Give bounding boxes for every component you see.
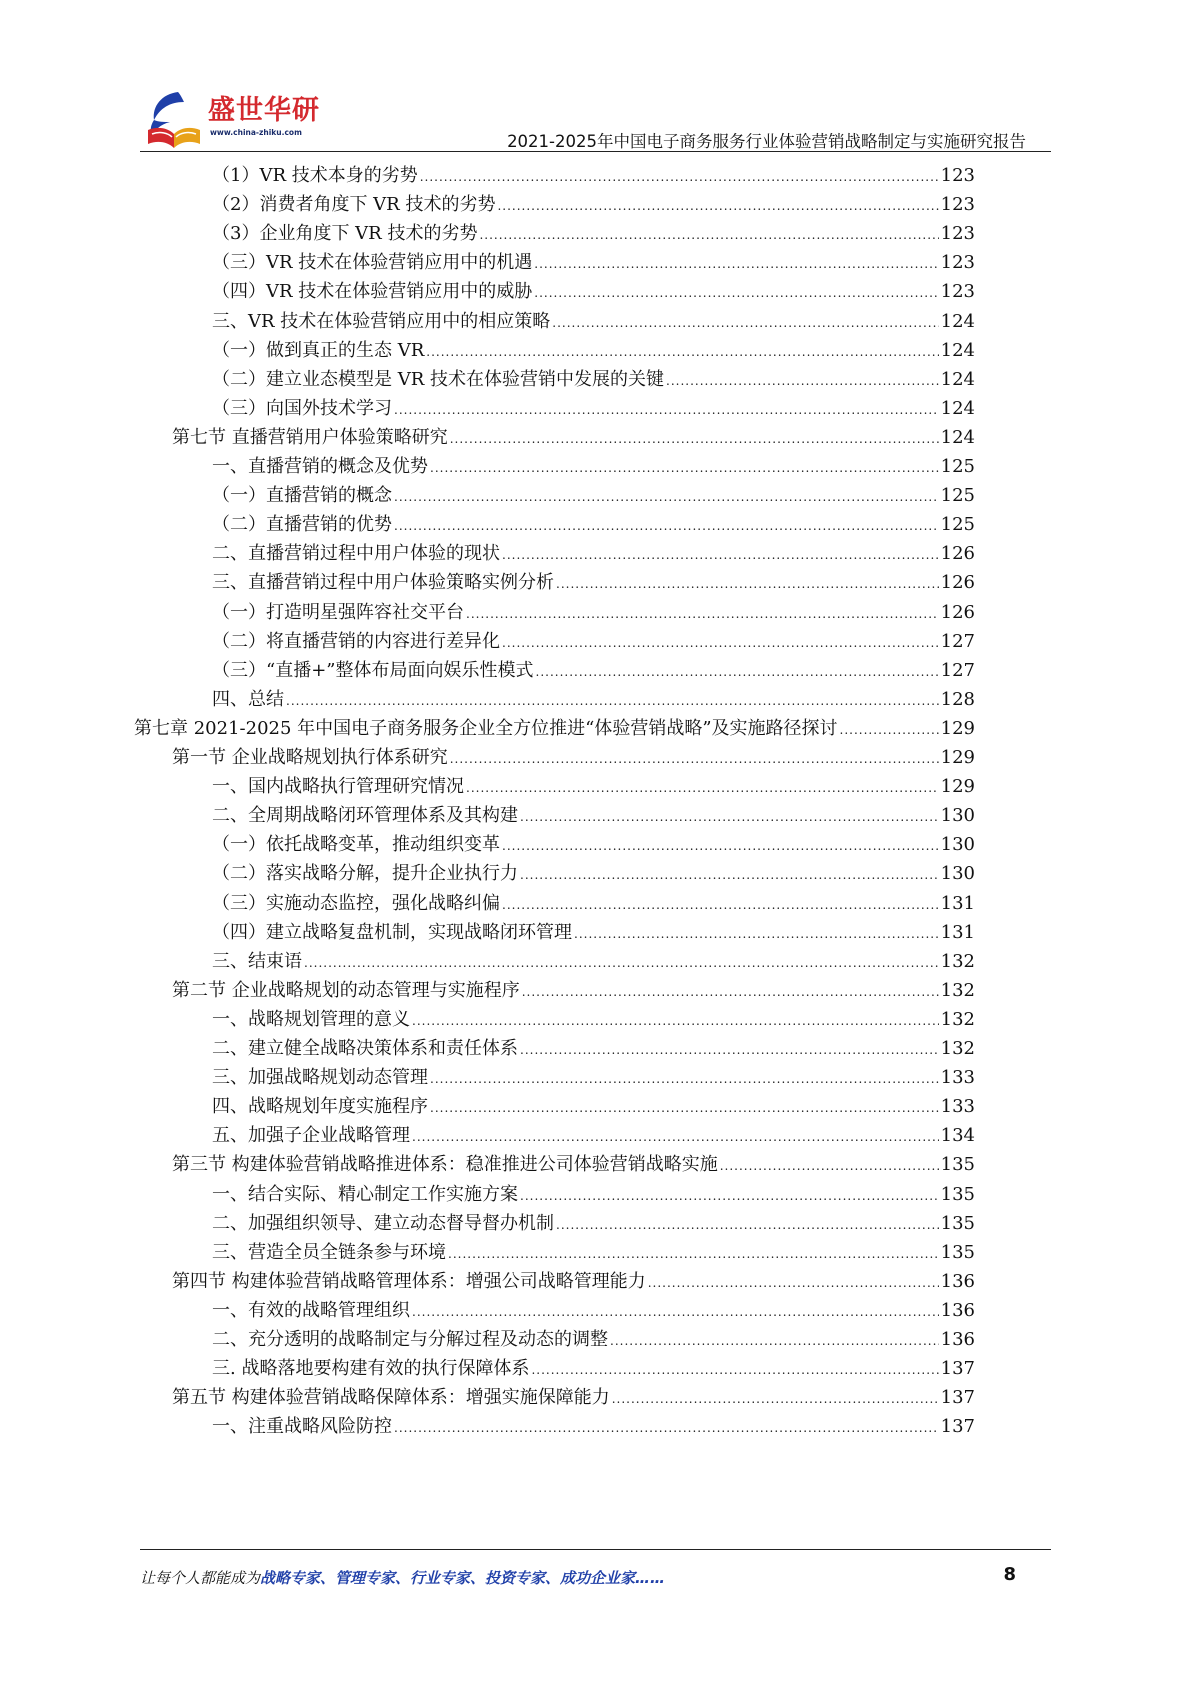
toc-entry-page: 125 [940,485,975,507]
toc-entry-title: （一）打造明星强阵容社交平台 [212,601,464,623]
toc-entry-page: 129 [940,776,975,798]
toc-entry-page: 136 [940,1270,975,1292]
toc-entry-title: （三）实施动态监控，强化战略纠偏 [212,892,500,914]
toc-entry-title: 三. 战略落地要构建有效的执行保障体系 [212,1358,530,1380]
toc-entry[interactable] [212,1033,975,1064]
toc-entry-title: 一、直播营销的概念及优势 [212,456,428,477]
toc-entry-page: 131 [940,921,975,943]
toc-entry[interactable] [212,480,975,511]
toc-entry-title: （2）消费者角度下 VR 技术的劣势 [212,194,496,216]
toc-entry-title: （二）落实战略分解，提升企业执行力 [212,863,518,885]
toc-entry-page: 135 [940,1183,975,1205]
toc-entry[interactable] [212,626,975,657]
toc-entry-page: 137 [940,1416,975,1438]
toc-entry[interactable] [212,1091,975,1122]
toc-entry-page: 129 [940,717,975,739]
toc-entry-title: 第五节 构建体验营销战略保障体系：增强实施保障能力 [172,1387,610,1409]
toc-entry-title: （四）VR 技术在体验营销应用中的威胁 [212,281,533,303]
toc-entry-page: 130 [940,834,975,856]
toc-entry-page: 123 [940,281,975,303]
toc-entry[interactable] [212,451,975,482]
footer-divider [140,1549,1051,1550]
toc-entry[interactable] [212,509,975,540]
toc-entry-page: 131 [940,892,975,914]
header-divider [140,151,1051,152]
toc-entry-title: （三）“直播+”整体布局面向娱乐性模式 [212,659,534,681]
toc-entry[interactable] [212,218,975,249]
toc-entry[interactable] [172,422,975,453]
toc-entry[interactable] [172,1266,975,1297]
toc-entry-title: （三）VR 技术在体验营销应用中的机遇 [212,252,533,274]
toc-entry-page: 137 [940,1358,975,1380]
toc-entry-page: 130 [940,863,975,885]
toc-entry-title: 四、战略规划年度实施程序 [212,1096,428,1118]
report-title: 2021-2025年中国电子商务服务行业体验营销战略制定与实施研究报告 [507,132,1026,151]
toc-entry[interactable] [172,975,975,1006]
toc-entry-page: 135 [940,1241,975,1263]
toc-entry-page: 126 [940,572,975,594]
toc-entry-page: 123 [940,223,975,245]
toc-entry-title: 三、营造全员全链条参与环境 [212,1241,446,1263]
toc-entry[interactable] [212,1004,975,1035]
toc-entry-page: 132 [940,979,975,1001]
toc-entry[interactable] [212,1120,975,1151]
toc-entry-title: 第七章 2021-2025 年中国电子商务服务企业全方位推进“体验营销战略”及实施路径探讨 [134,717,838,739]
toc-entry-title: （四）建立战略复盘机制，实现战略闭环管理 [212,921,572,943]
toc-entry-title: 一、国内战略执行管理研究情况 [212,776,464,798]
toc-entry-page: 133 [940,1096,975,1118]
toc-entry[interactable] [212,1295,975,1326]
logo-url: www.china-zhiku.com [210,128,302,137]
toc-entry-title: 第四节 构建体验营销战略管理体系：增强公司战略管理能力 [172,1270,646,1292]
toc-entry[interactable] [212,276,975,307]
toc-entry-title: （1）VR 技术本身的劣势 [212,165,418,186]
toc-entry[interactable] [212,335,975,366]
toc-entry[interactable] [212,858,975,889]
toc-entry[interactable] [212,538,975,569]
toc-entry-title: （二）将直播营销的内容进行差异化 [212,630,500,652]
toc-entry[interactable] [172,742,975,773]
toc-entry-page: 125 [940,456,975,477]
toc-entry-page: 130 [940,805,975,827]
toc-entry-title: 一、有效的战略管理组织 [212,1299,410,1321]
toc-entry[interactable] [212,160,975,191]
toc-entry[interactable] [212,189,975,220]
toc-entry[interactable] [212,1411,975,1442]
toc-entry[interactable] [212,247,975,278]
company-logo [140,86,320,152]
toc-entry[interactable] [172,1382,975,1413]
toc-entry-page: 132 [940,950,975,972]
toc-entry-title: （二）建立业态模型是 VR 技术在体验营销中发展的关键 [212,368,664,390]
toc-entry[interactable] [212,597,975,628]
logo-text: 盛世华研 [208,95,320,126]
toc-entry[interactable] [212,1353,975,1384]
toc-entry-page: 137 [940,1387,975,1409]
toc-entry-page: 124 [940,310,975,332]
toc-entry-title: 二、充分透明的战略制定与分解过程及动态的调整 [212,1329,608,1350]
footer-slogan-prefix: 让每个人都能成为 [140,1569,261,1587]
toc-entry[interactable] [212,1208,975,1239]
toc-entry-page: 132 [940,1008,975,1030]
toc-entry-title: （一）做到真正的生态 VR [212,339,425,361]
toc-entry-title: 第三节 构建体验营销战略推进体系：稳准推进公司体验营销战略实施 [172,1154,718,1176]
toc-entry-page: 125 [940,514,975,536]
toc-entry-page: 128 [940,688,975,710]
toc-entry[interactable] [212,1179,975,1210]
toc-entry-title: 三、VR 技术在体验营销应用中的相应策略 [212,310,551,332]
toc-entry-page: 132 [940,1038,975,1059]
toc-entry[interactable] [212,771,975,802]
toc-entry-page: 124 [940,368,975,390]
toc-entry-title: 一、战略规划管理的意义 [212,1008,410,1030]
toc-entry-title: （3）企业角度下 VR 技术的劣势 [212,223,478,245]
toc-entry-title: 二、加强组织领导、建立动态督导督办机制 [212,1212,554,1234]
toc-entry-page: 126 [940,543,975,565]
toc-entry[interactable] [212,1062,975,1093]
toc-entry-page: 134 [940,1125,975,1147]
toc-entry-title: 第二节 企业战略规划的动态管理与实施程序 [172,979,520,1001]
toc-entry[interactable] [212,1237,975,1268]
toc-entry-title: （一）直播营销的概念 [212,485,392,507]
toc-entry-title: 二、建立健全战略决策体系和责任体系 [212,1038,518,1059]
toc-entry[interactable] [212,567,975,598]
toc-entry-page: 126 [940,601,975,623]
toc-entry-page: 129 [940,747,975,768]
toc-entry-title: 三、加强战略规划动态管理 [212,1067,428,1089]
toc-entry-page: 123 [940,165,975,186]
toc-entry-title: （三）向国外技术学习 [212,397,392,419]
toc-entry-title: 三、结束语 [212,950,302,972]
toc-entry[interactable] [212,917,975,948]
toc-entry[interactable] [212,684,975,715]
toc-entry-title: 一、结合实际、精心制定工作实施方案 [212,1183,518,1205]
toc-entry[interactable] [212,655,975,686]
toc-entry[interactable] [134,713,975,744]
page-number: 8 [1003,1564,1016,1585]
toc-entry-page: 124 [940,339,975,361]
toc-entry[interactable] [212,364,975,395]
toc-entry-page: 124 [940,397,975,419]
toc-entry[interactable] [212,393,975,424]
toc-entry-page: 123 [940,194,975,216]
toc-entry-title: 二、直播营销过程中用户体验的现状 [212,543,500,565]
footer-slogan [140,1567,665,1588]
toc-entry[interactable] [212,829,975,860]
toc-entry[interactable] [212,306,975,337]
page-header [0,0,1191,160]
toc-entry-title: 二、全周期战略闭环管理体系及其构建 [212,805,518,827]
logo-book-icon [140,86,210,152]
toc-entry-title: 四、总结 [212,688,284,710]
toc-entry-page: 135 [940,1212,975,1234]
toc-entry[interactable] [212,888,975,919]
toc-entry-page: 123 [940,252,975,274]
toc-entry-title: （一）依托战略变革，推动组织变革 [212,834,500,856]
toc-entry[interactable] [212,946,975,977]
toc-entry-page: 127 [940,630,975,652]
footer-slogan-highlight: 战略专家、管理专家、行业专家、投资专家、成功企业家…… [260,1569,666,1587]
toc-entry-page: 136 [940,1299,975,1321]
toc-entry-title: （二）直播营销的优势 [212,514,392,536]
toc-entry-title: 第七节 直播营销用户体验策略研究 [172,426,448,448]
toc-entry-page: 135 [940,1154,975,1176]
toc-entry-page: 124 [940,426,975,448]
toc-entry[interactable] [212,1324,975,1355]
toc-entry-title: 五、加强子企业战略管理 [212,1125,410,1147]
toc-entry-page: 136 [940,1329,975,1350]
toc-entry-title: 三、直播营销过程中用户体验策略实例分析 [212,572,554,594]
toc-entry-page: 133 [940,1067,975,1089]
toc-entry-page: 127 [940,659,975,681]
toc-entry-title: 第一节 企业战略规划执行体系研究 [172,747,448,768]
toc-leader-dots [394,1413,939,1444]
toc-entry[interactable] [172,1149,975,1180]
toc-entry[interactable] [212,800,975,831]
toc-entry-title: 一、注重战略风险防控 [212,1416,392,1438]
